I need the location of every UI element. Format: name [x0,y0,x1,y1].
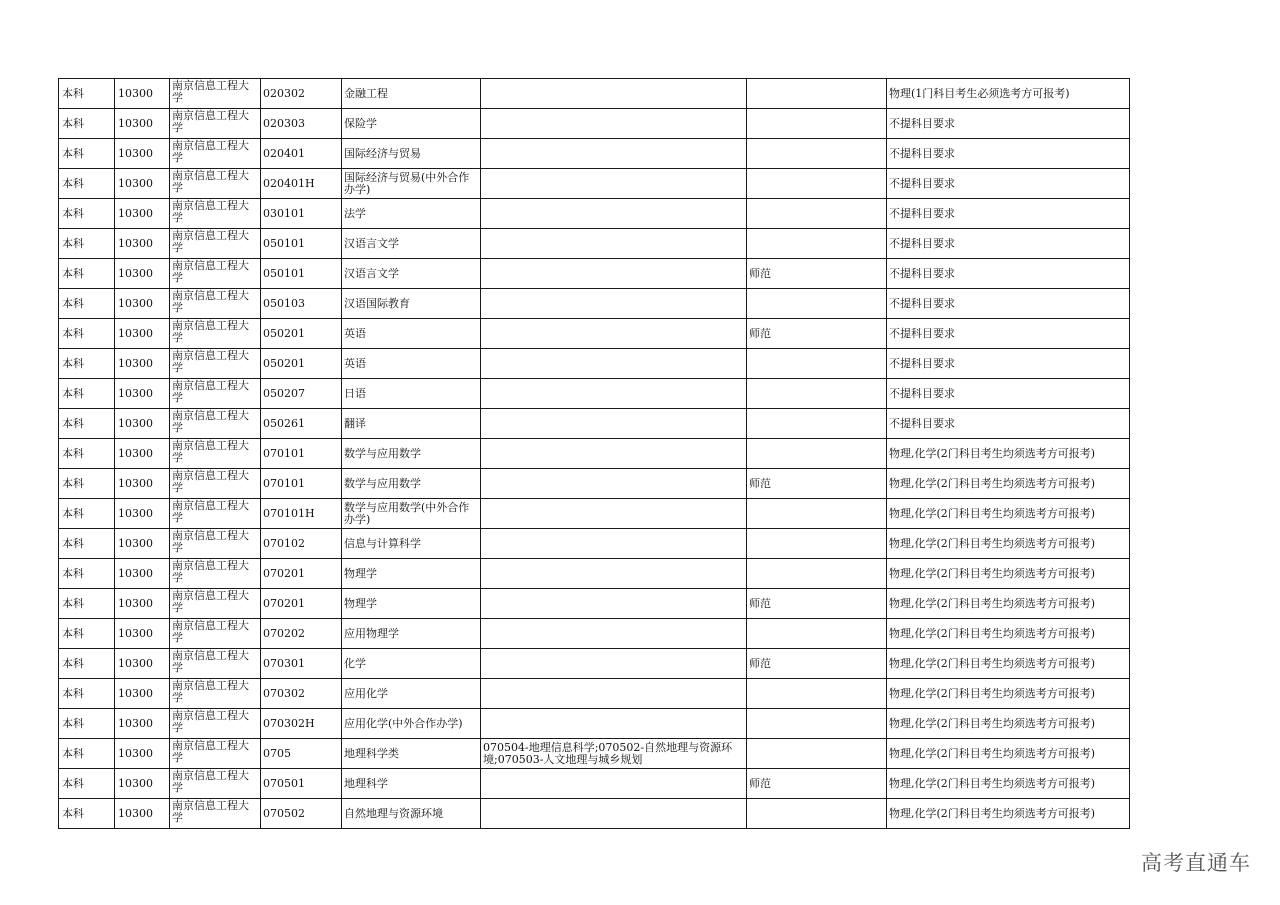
note-cell: 师范 [747,319,887,349]
note-cell [747,79,887,109]
subject-requirement-cell: 不提科目要求 [887,169,1130,199]
note-cell [747,199,887,229]
school-code-cell: 10300 [115,139,170,169]
school-code-cell: 10300 [115,499,170,529]
note-cell [747,529,887,559]
major-name-cell: 应用物理学 [342,619,481,649]
level-cell: 本科 [59,709,115,739]
level-cell: 本科 [59,199,115,229]
included-majors-cell [481,769,747,799]
major-name-cell: 物理学 [342,589,481,619]
included-majors-cell [481,229,747,259]
school-code-cell: 10300 [115,799,170,829]
subject-requirement-cell: 不提科目要求 [887,319,1130,349]
note-cell [747,109,887,139]
admission-table [58,78,1130,829]
major-name-cell: 物理学 [342,559,481,589]
subject-requirement-cell: 物理,化学(2门科目考生均须选考方可报考) [887,529,1130,559]
school-name-cell: 南京信息工程大学 [170,499,261,529]
school-name-cell: 南京信息工程大学 [170,529,261,559]
subject-requirement-cell: 不提科目要求 [887,139,1130,169]
level-cell: 本科 [59,109,115,139]
major-name-cell: 国际经济与贸易 [342,139,481,169]
major-code-cell: 020303 [261,109,342,139]
major-name-cell: 应用化学 [342,679,481,709]
school-code-cell: 10300 [115,229,170,259]
table-row [59,109,1130,139]
school-name-cell: 南京信息工程大学 [170,679,261,709]
school-name-cell: 南京信息工程大学 [170,319,261,349]
subject-requirement-cell: 物理,化学(2门科目考生均须选考方可报考) [887,739,1130,769]
table-body [59,79,1130,829]
subject-requirement-cell: 不提科目要求 [887,409,1130,439]
school-name-cell: 南京信息工程大学 [170,199,261,229]
school-name-cell: 南京信息工程大学 [170,229,261,259]
note-cell [747,559,887,589]
level-cell: 本科 [59,439,115,469]
school-code-cell: 10300 [115,619,170,649]
included-majors-cell [481,589,747,619]
major-code-cell: 050261 [261,409,342,439]
note-cell [747,709,887,739]
major-name-cell: 汉语言文学 [342,259,481,289]
level-cell: 本科 [59,289,115,319]
school-name-cell: 南京信息工程大学 [170,139,261,169]
included-majors-cell [481,349,747,379]
note-cell [747,739,887,769]
note-cell [747,349,887,379]
major-name-cell: 化学 [342,649,481,679]
included-majors-cell [481,559,747,589]
subject-requirement-cell: 不提科目要求 [887,379,1130,409]
note-cell: 师范 [747,469,887,499]
major-name-cell: 英语 [342,319,481,349]
school-code-cell: 10300 [115,469,170,499]
major-name-cell: 法学 [342,199,481,229]
major-name-cell: 金融工程 [342,79,481,109]
included-majors-cell [481,319,747,349]
note-cell [747,619,887,649]
subject-requirement-cell: 物理,化学(2门科目考生均须选考方可报考) [887,559,1130,589]
school-code-cell: 10300 [115,109,170,139]
school-code-cell: 10300 [115,769,170,799]
table-row [59,469,1130,499]
major-name-cell: 数学与应用数学 [342,439,481,469]
major-code-cell: 070502 [261,799,342,829]
included-majors-cell [481,529,747,559]
subject-requirement-cell: 物理,化学(2门科目考生均须选考方可报考) [887,649,1130,679]
school-name-cell: 南京信息工程大学 [170,559,261,589]
school-code-cell: 10300 [115,739,170,769]
school-name-cell: 南京信息工程大学 [170,649,261,679]
included-majors-cell [481,709,747,739]
major-code-cell: 070201 [261,559,342,589]
school-code-cell: 10300 [115,679,170,709]
included-majors-cell [481,799,747,829]
subject-requirement-cell: 物理,化学(2门科目考生均须选考方可报考) [887,769,1130,799]
table-row [59,769,1130,799]
included-majors-cell [481,139,747,169]
included-majors-cell [481,409,747,439]
school-name-cell: 南京信息工程大学 [170,79,261,109]
subject-requirement-cell: 物理,化学(2门科目考生均须选考方可报考) [887,439,1130,469]
level-cell: 本科 [59,379,115,409]
school-code-cell: 10300 [115,169,170,199]
note-cell [747,409,887,439]
school-name-cell: 南京信息工程大学 [170,109,261,139]
school-name-cell: 南京信息工程大学 [170,259,261,289]
included-majors-cell [481,649,747,679]
major-name-cell: 地理科学 [342,769,481,799]
table-row [59,709,1130,739]
school-code-cell: 10300 [115,379,170,409]
level-cell: 本科 [59,619,115,649]
school-code-cell: 10300 [115,709,170,739]
table-row [59,499,1130,529]
level-cell: 本科 [59,739,115,769]
table-row [59,349,1130,379]
included-majors-cell [481,79,747,109]
school-name-cell: 南京信息工程大学 [170,799,261,829]
major-code-cell: 020401H [261,169,342,199]
subject-requirement-cell: 不提科目要求 [887,289,1130,319]
subject-requirement-cell: 物理,化学(2门科目考生均须选考方可报考) [887,469,1130,499]
level-cell: 本科 [59,679,115,709]
included-majors-cell [481,379,747,409]
major-code-cell: 070101 [261,469,342,499]
major-name-cell: 地理科学类 [342,739,481,769]
table-row [59,439,1130,469]
school-code-cell: 10300 [115,589,170,619]
school-name-cell: 南京信息工程大学 [170,349,261,379]
school-code-cell: 10300 [115,349,170,379]
table-row [59,679,1130,709]
major-name-cell: 信息与计算科学 [342,529,481,559]
subject-requirement-cell: 不提科目要求 [887,229,1130,259]
school-code-cell: 10300 [115,649,170,679]
school-name-cell: 南京信息工程大学 [170,379,261,409]
table-row [59,139,1130,169]
note-cell [747,289,887,319]
school-code-cell: 10300 [115,529,170,559]
major-code-cell: 070501 [261,769,342,799]
major-name-cell: 国际经济与贸易(中外合作办学) [342,169,481,199]
school-code-cell: 10300 [115,79,170,109]
major-code-cell: 050207 [261,379,342,409]
school-name-cell: 南京信息工程大学 [170,589,261,619]
table-row [59,229,1130,259]
table-row [59,79,1130,109]
level-cell: 本科 [59,589,115,619]
note-cell [747,439,887,469]
included-majors-cell [481,199,747,229]
note-cell [747,379,887,409]
school-code-cell: 10300 [115,409,170,439]
major-code-cell: 070202 [261,619,342,649]
school-name-cell: 南京信息工程大学 [170,769,261,799]
included-majors-cell [481,469,747,499]
level-cell: 本科 [59,139,115,169]
table-row [59,169,1130,199]
included-majors-cell [481,439,747,469]
school-name-cell: 南京信息工程大学 [170,289,261,319]
level-cell: 本科 [59,319,115,349]
subject-requirement-cell: 不提科目要求 [887,109,1130,139]
school-code-cell: 10300 [115,439,170,469]
school-name-cell: 南京信息工程大学 [170,439,261,469]
note-cell: 师范 [747,649,887,679]
note-cell [747,799,887,829]
major-code-cell: 070302 [261,679,342,709]
included-majors-cell [481,169,747,199]
subject-requirement-cell: 物理(1门科目考生必须选考方可报考) [887,79,1130,109]
table-row [59,409,1130,439]
level-cell: 本科 [59,799,115,829]
level-cell: 本科 [59,529,115,559]
table-row [59,199,1130,229]
included-majors-cell [481,259,747,289]
major-code-cell: 070302H [261,709,342,739]
included-majors-cell [481,679,747,709]
note-cell [747,679,887,709]
level-cell: 本科 [59,169,115,199]
school-name-cell: 南京信息工程大学 [170,409,261,439]
level-cell: 本科 [59,409,115,439]
level-cell: 本科 [59,769,115,799]
school-name-cell: 南京信息工程大学 [170,709,261,739]
school-code-cell: 10300 [115,559,170,589]
major-name-cell: 数学与应用数学(中外合作办学) [342,499,481,529]
table-row [59,649,1130,679]
subject-requirement-cell: 物理,化学(2门科目考生均须选考方可报考) [887,499,1130,529]
major-name-cell: 自然地理与资源环境 [342,799,481,829]
school-name-cell: 南京信息工程大学 [170,619,261,649]
level-cell: 本科 [59,259,115,289]
major-code-cell: 070101 [261,439,342,469]
school-name-cell: 南京信息工程大学 [170,739,261,769]
major-name-cell: 应用化学(中外合作办学) [342,709,481,739]
major-code-cell: 050101 [261,259,342,289]
note-cell [747,229,887,259]
subject-requirement-cell: 物理,化学(2门科目考生均须选考方可报考) [887,799,1130,829]
major-name-cell: 数学与应用数学 [342,469,481,499]
table-row [59,589,1130,619]
major-code-cell: 050201 [261,349,342,379]
school-code-cell: 10300 [115,319,170,349]
note-cell [747,169,887,199]
school-name-cell: 南京信息工程大学 [170,169,261,199]
level-cell: 本科 [59,469,115,499]
watermark-text: 高考直通车 [1141,851,1251,875]
table-row [59,529,1130,559]
major-code-cell: 050201 [261,319,342,349]
subject-requirement-cell: 物理,化学(2门科目考生均须选考方可报考) [887,709,1130,739]
major-code-cell: 0705 [261,739,342,769]
table-row [59,619,1130,649]
level-cell: 本科 [59,649,115,679]
included-majors-cell [481,289,747,319]
major-code-cell: 020401 [261,139,342,169]
level-cell: 本科 [59,559,115,589]
school-name-cell: 南京信息工程大学 [170,469,261,499]
major-code-cell: 050103 [261,289,342,319]
note-cell: 师范 [747,769,887,799]
subject-requirement-cell: 物理,化学(2门科目考生均须选考方可报考) [887,619,1130,649]
included-majors-cell [481,619,747,649]
table-row [59,319,1130,349]
note-cell: 师范 [747,259,887,289]
major-name-cell: 英语 [342,349,481,379]
major-code-cell: 050101 [261,229,342,259]
table-row [59,379,1130,409]
major-code-cell: 030101 [261,199,342,229]
level-cell: 本科 [59,349,115,379]
subject-requirement-cell: 不提科目要求 [887,349,1130,379]
level-cell: 本科 [59,499,115,529]
major-code-cell: 070102 [261,529,342,559]
subject-requirement-cell: 不提科目要求 [887,259,1130,289]
major-name-cell: 翻译 [342,409,481,439]
table-row [59,799,1130,829]
included-majors-cell: 070504-地理信息科学;070502-自然地理与资源环境;070503-人文地理与城乡规划 [481,739,747,769]
school-code-cell: 10300 [115,199,170,229]
major-code-cell: 070101H [261,499,342,529]
major-name-cell: 保险学 [342,109,481,139]
major-name-cell: 日语 [342,379,481,409]
subject-requirement-cell: 物理,化学(2门科目考生均须选考方可报考) [887,679,1130,709]
major-code-cell: 020302 [261,79,342,109]
subject-requirement-cell: 不提科目要求 [887,199,1130,229]
major-code-cell: 070301 [261,649,342,679]
note-cell [747,499,887,529]
table-row [59,289,1130,319]
major-code-cell: 070201 [261,589,342,619]
school-code-cell: 10300 [115,289,170,319]
major-name-cell: 汉语国际教育 [342,289,481,319]
school-code-cell: 10300 [115,259,170,289]
level-cell: 本科 [59,229,115,259]
note-cell: 师范 [747,589,887,619]
table-row [59,259,1130,289]
included-majors-cell [481,109,747,139]
major-name-cell: 汉语言文学 [342,229,481,259]
subject-requirement-cell: 物理,化学(2门科目考生均须选考方可报考) [887,589,1130,619]
level-cell: 本科 [59,79,115,109]
note-cell [747,139,887,169]
table-row [59,559,1130,589]
included-majors-cell [481,499,747,529]
table-row [59,739,1130,769]
